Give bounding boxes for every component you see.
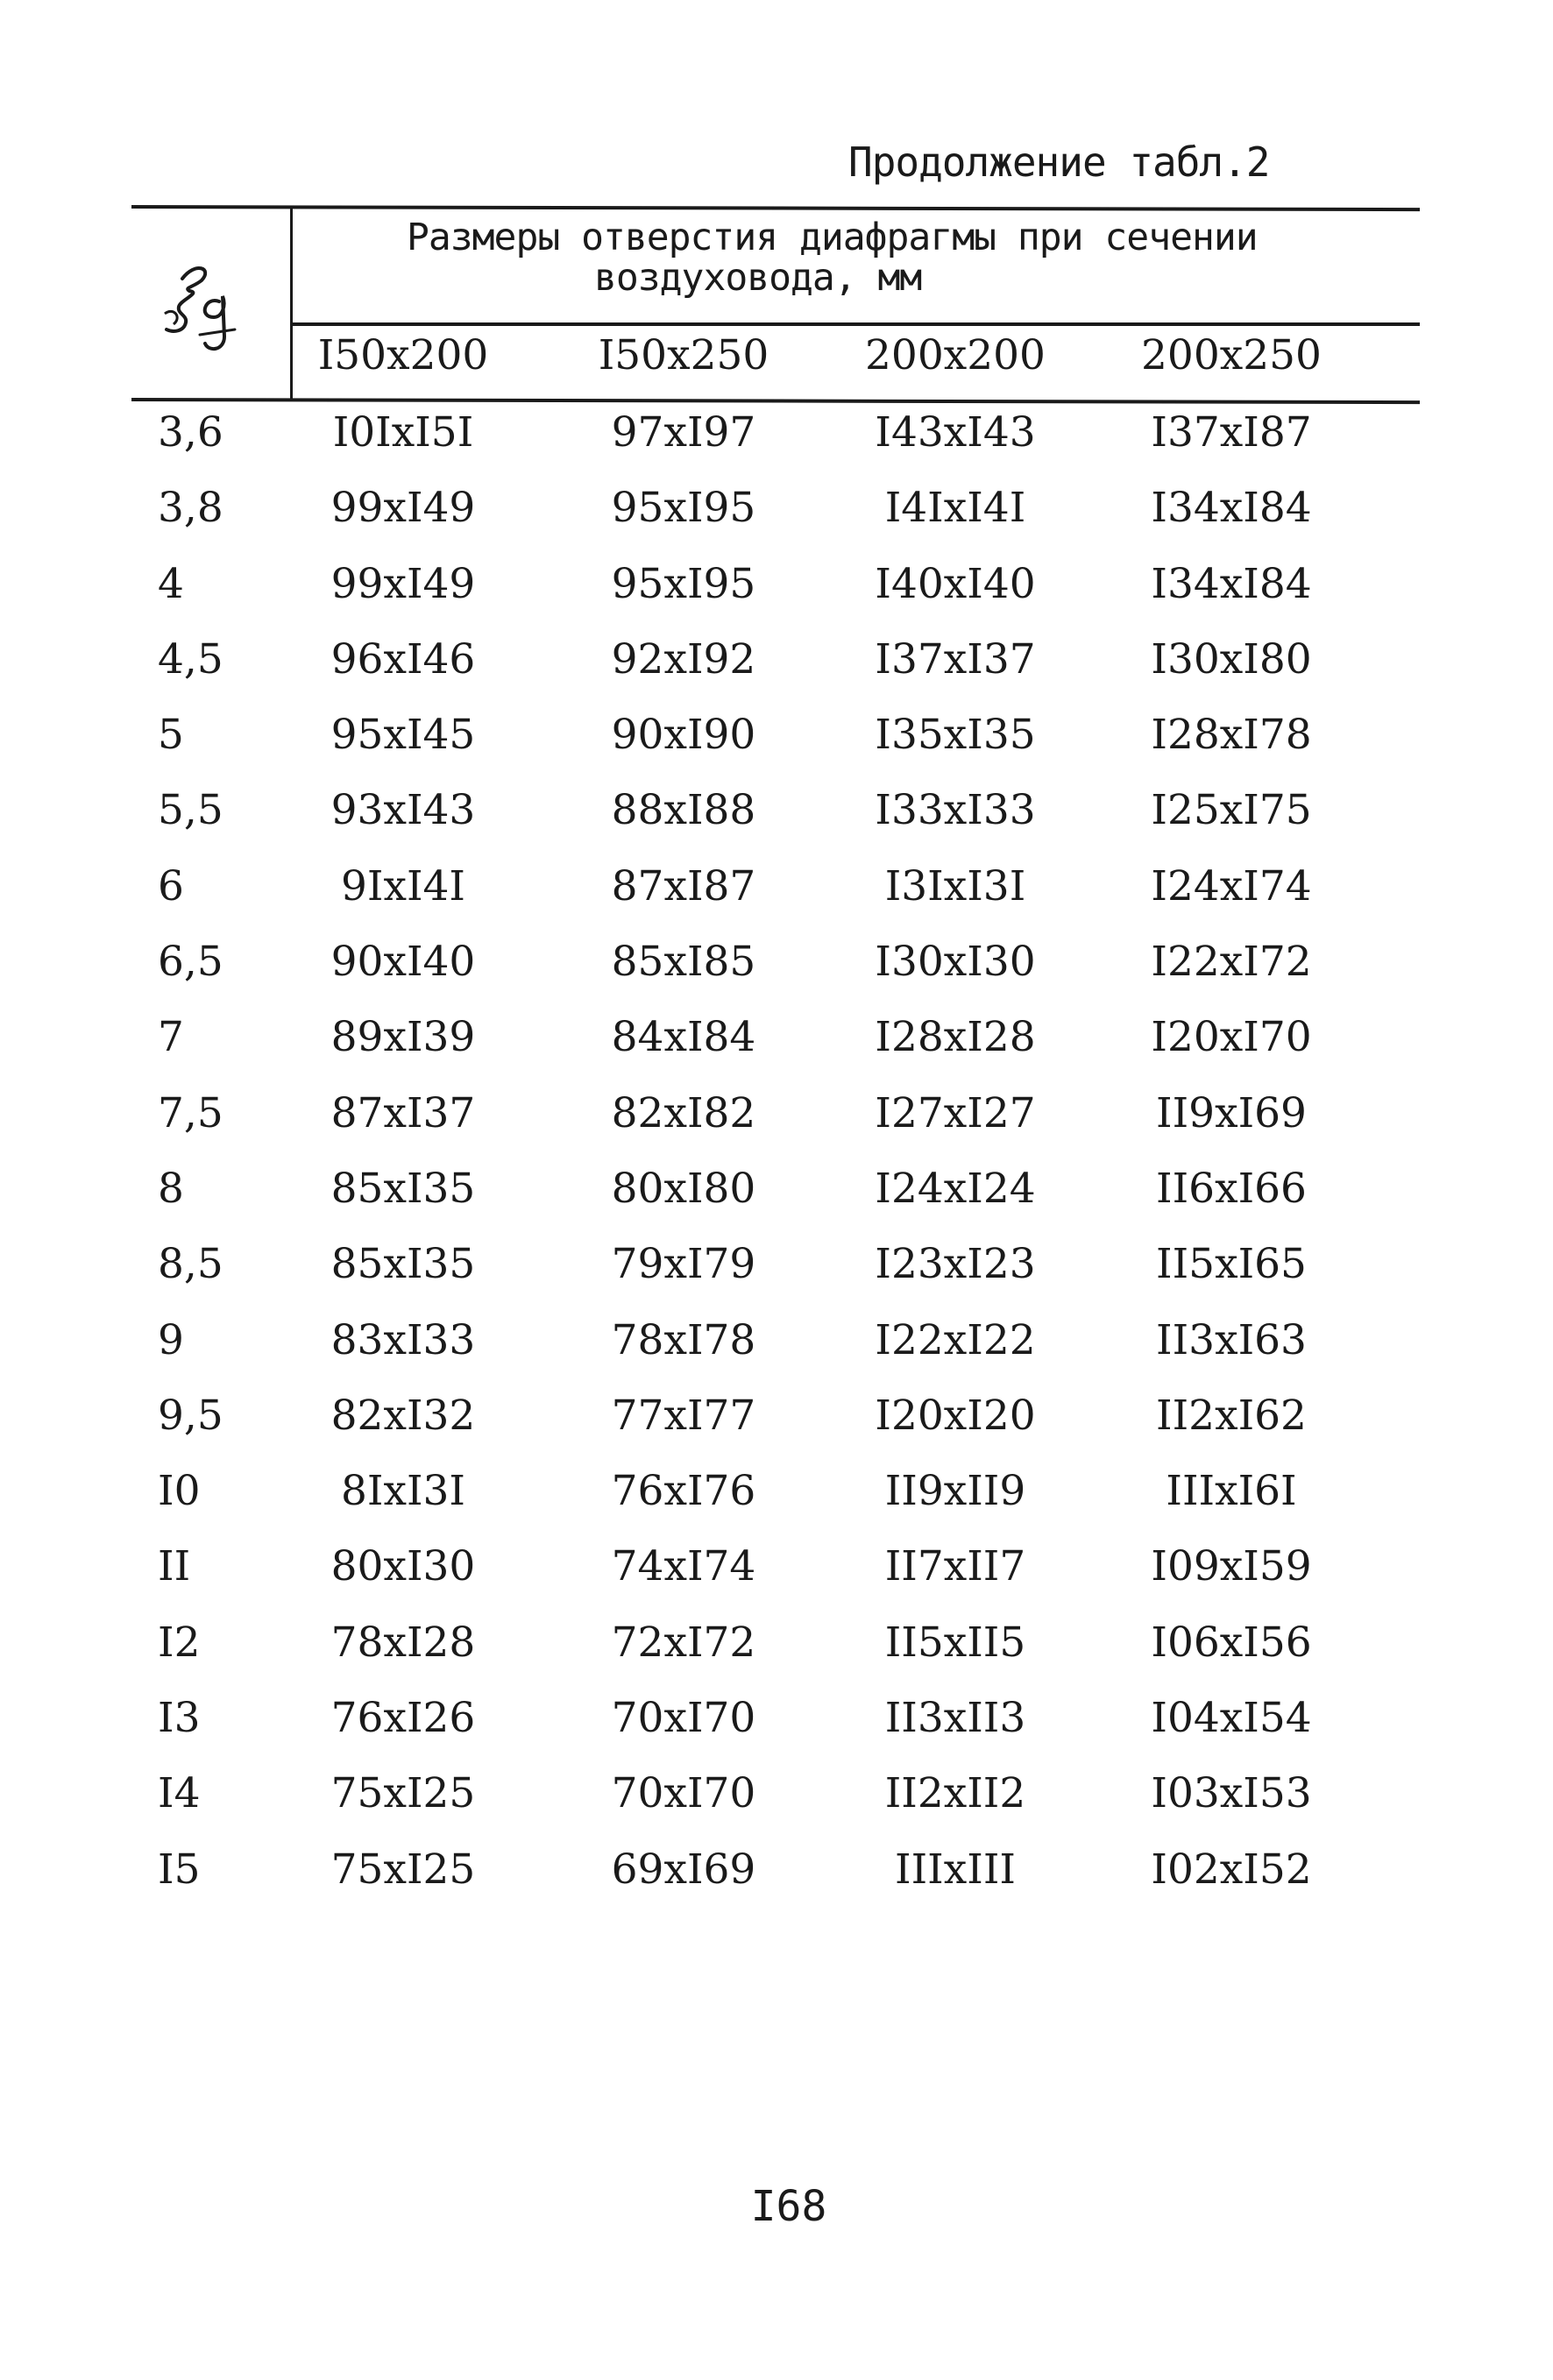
table-cell: I03xI53 (1151, 1769, 1312, 1818)
column-header-1: I50x200 (317, 331, 489, 379)
table-cell: I09xI59 (1151, 1542, 1312, 1591)
table-row (0, 632, 1553, 707)
row-label: 8 (158, 1164, 184, 1213)
table-cell: 83xI33 (330, 1315, 476, 1364)
table-row (0, 556, 1553, 632)
table-cell: 75xI25 (330, 1769, 476, 1818)
table-row (0, 1463, 1553, 1539)
table-cell: I28xI78 (1151, 711, 1312, 760)
header-bottom-rule (131, 398, 1420, 404)
group-header-line2: воздуховода, мм (594, 256, 922, 300)
table-cell: I02xI52 (1151, 1845, 1312, 1894)
table-cell: 95xI45 (330, 711, 476, 760)
row-label: 7,5 (158, 1088, 223, 1137)
table-row (0, 1842, 1553, 1917)
table-cell: IIIxIII (895, 1845, 1016, 1894)
table-cell: I04xI54 (1151, 1694, 1312, 1743)
table-cell: 79xI79 (611, 1240, 756, 1289)
row-label: 6,5 (158, 938, 223, 987)
table-cell: I40xI40 (875, 559, 1036, 608)
table-row (0, 1766, 1553, 1841)
table-row (0, 707, 1553, 783)
table-cell: II9xII9 (884, 1467, 1026, 1516)
table-cell: 85xI35 (330, 1164, 476, 1213)
table-cell: 99xI49 (330, 484, 476, 533)
table-cell: 78xI78 (611, 1315, 756, 1364)
row-label: 7 (158, 1013, 184, 1062)
table-cell: 90xI40 (330, 938, 476, 987)
continuation-label: Продолжение табл.2 (848, 138, 1270, 186)
row-label: I3 (158, 1694, 201, 1743)
table-cell: 95xI95 (611, 559, 756, 608)
table-row (0, 1086, 1553, 1161)
row-label: 9,5 (158, 1391, 223, 1440)
table-cell: 80xI30 (330, 1542, 476, 1591)
table-cell: 87xI37 (330, 1088, 476, 1137)
table-cell: I27xI27 (875, 1088, 1036, 1137)
row-label: 3,8 (158, 484, 223, 533)
table-cell: I34xI84 (1151, 484, 1312, 533)
table-cell: I20xI70 (1151, 1013, 1312, 1062)
row-label: 5 (158, 711, 184, 760)
table-cell: I35xI35 (875, 711, 1036, 760)
row-label: I2 (158, 1618, 201, 1667)
table-cell: I4IxI4I (884, 484, 1026, 533)
table-cell: II3xI63 (1156, 1315, 1307, 1364)
table-cell: 89xI39 (330, 1013, 476, 1062)
table-cell: I06xI56 (1151, 1618, 1312, 1667)
row-label: 9 (158, 1315, 184, 1364)
table-cell: 82xI82 (611, 1088, 756, 1137)
table-cell: I23xI23 (875, 1240, 1036, 1289)
table-row (0, 934, 1553, 1009)
table-cell: 9IxI4I (340, 861, 465, 910)
table-top-rule (131, 205, 1420, 211)
table-cell: I37xI37 (875, 634, 1036, 684)
table-cell: 85xI35 (330, 1240, 476, 1289)
table-cell: I33xI33 (875, 786, 1036, 835)
table-cell: I22xI72 (1151, 938, 1312, 987)
table-cell: 70xI70 (611, 1694, 756, 1743)
column-group-header (386, 217, 1341, 298)
table-cell: 76xI76 (611, 1467, 756, 1516)
column-header-3: 200x200 (865, 331, 1046, 379)
table-cell: I30xI30 (875, 938, 1036, 987)
table-cell: 88xI88 (611, 786, 756, 835)
table-cell: 74xI74 (611, 1542, 756, 1591)
table-cell: I25xI75 (1151, 786, 1312, 835)
table-row (0, 859, 1553, 934)
row-label: 6 (158, 861, 184, 910)
table-cell: 8IxI3I (340, 1467, 465, 1516)
table-cell: 90xI90 (611, 711, 756, 760)
table-cell: 84xI84 (611, 1013, 756, 1062)
table-row (0, 783, 1553, 858)
row-label: II (158, 1542, 191, 1591)
table-cell: II2xII2 (884, 1769, 1026, 1818)
row-label: I0 (158, 1467, 201, 1516)
row-label: 3,6 (158, 408, 223, 457)
table-row (0, 1313, 1553, 1388)
table-cell: 92xI92 (611, 634, 756, 684)
table-row (0, 1690, 1553, 1766)
table-cell: I24xI24 (875, 1164, 1036, 1213)
table-cell: 78xI28 (330, 1618, 476, 1667)
table-cell: IIIxI6I (1166, 1467, 1297, 1516)
table-cell: 82xI32 (330, 1391, 476, 1440)
table-cell: II2xI62 (1156, 1391, 1307, 1440)
table-cell: II7xII7 (884, 1542, 1026, 1591)
table-cell: I43xI43 (875, 408, 1036, 457)
table-cell: I20xI20 (875, 1391, 1036, 1440)
table-cell: I0IxI5I (332, 408, 474, 457)
row-label: I5 (158, 1845, 201, 1894)
table-cell: II6xI66 (1156, 1164, 1307, 1213)
page-number: I68 (750, 2182, 827, 2231)
table-body (0, 405, 1553, 1917)
table-row (0, 1009, 1553, 1085)
table-cell: I34xI84 (1151, 559, 1312, 608)
table-row (0, 1388, 1553, 1463)
table-cell: 99xI49 (330, 559, 476, 608)
table-cell: 96xI46 (330, 634, 476, 684)
row-label: 5,5 (158, 786, 223, 835)
table-row (0, 480, 1553, 556)
table-cell: I37xI87 (1151, 408, 1312, 457)
table-cell: I22xI22 (875, 1315, 1036, 1364)
table-cell: 69xI69 (611, 1845, 756, 1894)
table-cell: I28xI28 (875, 1013, 1036, 1062)
table-row (0, 1615, 1553, 1690)
row-label: 8,5 (158, 1240, 223, 1289)
table-row (0, 1236, 1553, 1312)
table-cell: II5xI65 (1156, 1240, 1307, 1289)
group-header-line1: Размеры отверстия диафрагмы при сечении (407, 216, 1258, 259)
table-cell: 80xI80 (611, 1164, 756, 1213)
row-label: 4 (158, 559, 184, 608)
table-cell: 76xI26 (330, 1694, 476, 1743)
table-cell: 85xI85 (611, 938, 756, 987)
table-cell: I24xI74 (1151, 861, 1312, 910)
column-header-4: 200x250 (1141, 331, 1322, 379)
table-cell: 70xI70 (611, 1769, 756, 1818)
table-cell: I3IxI3I (884, 861, 1026, 910)
table-cell: 75xI25 (330, 1845, 476, 1894)
table-cell: I30xI80 (1151, 634, 1312, 684)
table-cell: II9xI69 (1156, 1088, 1307, 1137)
column-header-2: I50x250 (598, 331, 769, 379)
table-cell: II5xII5 (884, 1618, 1026, 1667)
table-cell: 87xI87 (611, 861, 756, 910)
table-row (0, 1539, 1553, 1614)
table-cell: 77xI77 (611, 1391, 756, 1440)
row-label: 4,5 (158, 634, 223, 684)
table-cell: 93xI43 (330, 786, 476, 835)
xi-d-symbol-icon (147, 252, 244, 384)
row-label: I4 (158, 1769, 201, 1818)
table-row (0, 405, 1553, 480)
table-row (0, 1161, 1553, 1236)
table-cell: 97xI97 (611, 408, 756, 457)
table-cell: II3xII3 (884, 1694, 1026, 1743)
table-cell: 72xI72 (611, 1618, 756, 1667)
header-divider-rule (292, 322, 1420, 326)
table-cell: 95xI95 (611, 484, 756, 533)
